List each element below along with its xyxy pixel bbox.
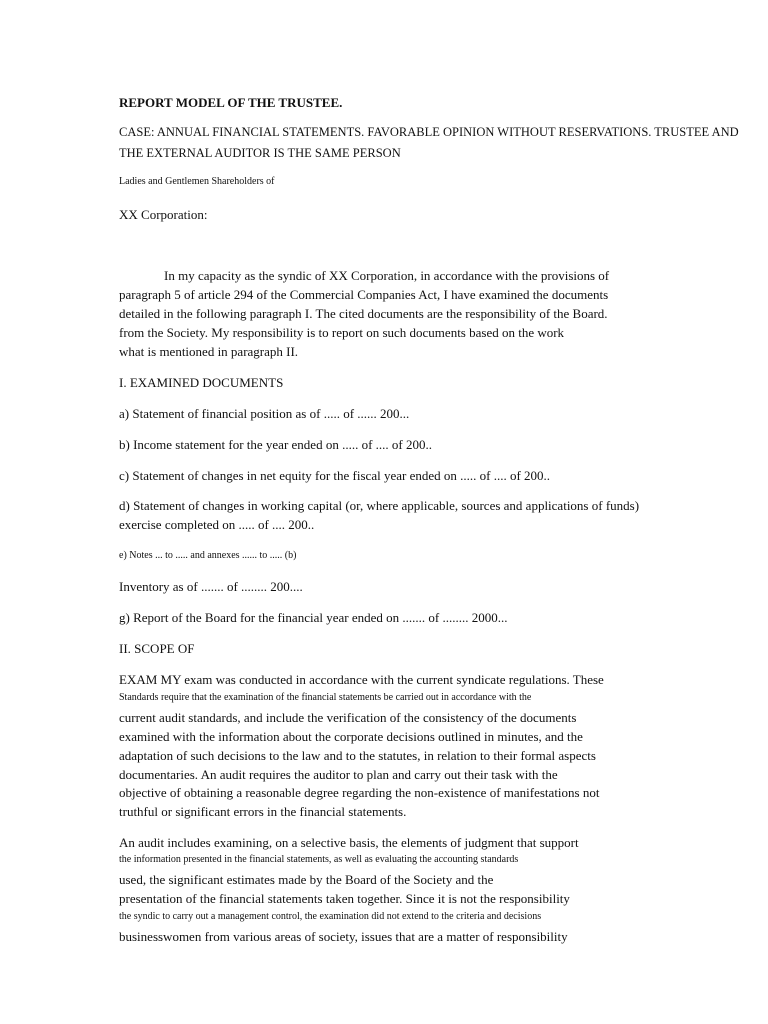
list-item-b: b) Income statement for the year ended on ..... of .... of 200..: [119, 437, 432, 452]
list-item-a: a) Statement of financial position as of ..... of ...... 200...: [119, 406, 410, 421]
section-heading-scope: II. SCOPE OF: [119, 641, 195, 656]
case-line-2: THE EXTERNAL AUDITOR IS THE SAME PERSON: [119, 146, 401, 160]
scope-line: current audit standards, and include the verification of the consistency of the documents: [119, 710, 577, 725]
scope-line: truthful or significant errors in the financial statements.: [119, 804, 407, 819]
list-item-d-continued: exercise completed on ..... of .... 200..: [119, 517, 315, 532]
company-name: XX Corporation:: [119, 207, 208, 222]
case-line-1: CASE: ANNUAL FINANCIAL STATEMENTS. FAVORABLE OPINION WITHOUT RESERVATIONS. TRUSTEE AND: [119, 125, 739, 139]
audit-line: businesswomen from various areas of society, issues that are a matter of responsibility: [119, 929, 568, 944]
salutation: Ladies and Gentlemen Shareholders of: [119, 176, 275, 187]
intro-line: what is mentioned in paragraph II.: [119, 344, 299, 359]
intro-line: paragraph 5 of article 294 of the Commercial Companies Act, I have examined the documents: [119, 287, 609, 302]
scope-line: documentaries. An audit requires the auditor to plan and carry out their task with the: [119, 767, 558, 782]
section-heading-examined-documents: I. EXAMINED DOCUMENTS: [119, 375, 284, 390]
scope-line: objective of obtaining a reasonable degree regarding the non-existence of manifestations not: [119, 785, 600, 800]
audit-line: presentation of the financial statements taken together. Since it is not the responsibility: [119, 891, 570, 906]
intro-line: detailed in the following paragraph I. The cited documents are the responsibility of the Board.: [119, 306, 608, 321]
scope-line: Standards require that the examination of the financial statements be carried out in accordance with the: [119, 692, 532, 703]
intro-line: from the Society. My responsibility is to report on such documents based on the work: [119, 325, 565, 340]
scope-line: examined with the information about the corporate decisions outlined in minutes, and the: [119, 729, 583, 744]
list-item-e: e) Notes ... to ..... and annexes ...... to ..... (b): [119, 550, 297, 561]
audit-line: the information presented in the financial statements, as well as evaluating the accounting standards: [119, 854, 519, 865]
list-item-f: Inventory as of ....... of ........ 200....: [119, 579, 303, 594]
list-item-c: c) Statement of changes in net equity for the fiscal year ended on ..... of .... of 200..: [119, 468, 551, 483]
list-item-g: g) Report of the Board for the financial year ended on ....... of ........ 2000...: [119, 610, 508, 625]
intro-line: In my capacity as the syndic of XX Corporation, in accordance with the provisions of: [164, 268, 610, 283]
document-title: REPORT MODEL OF THE TRUSTEE.: [119, 95, 343, 110]
list-item-d: d) Statement of changes in working capital (or, where applicable, sources and applications of funds): [119, 498, 640, 513]
audit-line: the syndic to carry out a management control, the examination did not extend to the criteria and decisions: [119, 911, 542, 922]
audit-line: An audit includes examining, on a selective basis, the elements of judgment that support: [119, 835, 579, 850]
audit-line: used, the significant estimates made by the Board of the Society and the: [119, 872, 494, 887]
scope-line: adaptation of such decisions to the law and to the statutes, in relation to their formal aspects: [119, 748, 596, 763]
scope-line: EXAM MY exam was conducted in accordance with the current syndicate regulations. These: [119, 672, 604, 687]
